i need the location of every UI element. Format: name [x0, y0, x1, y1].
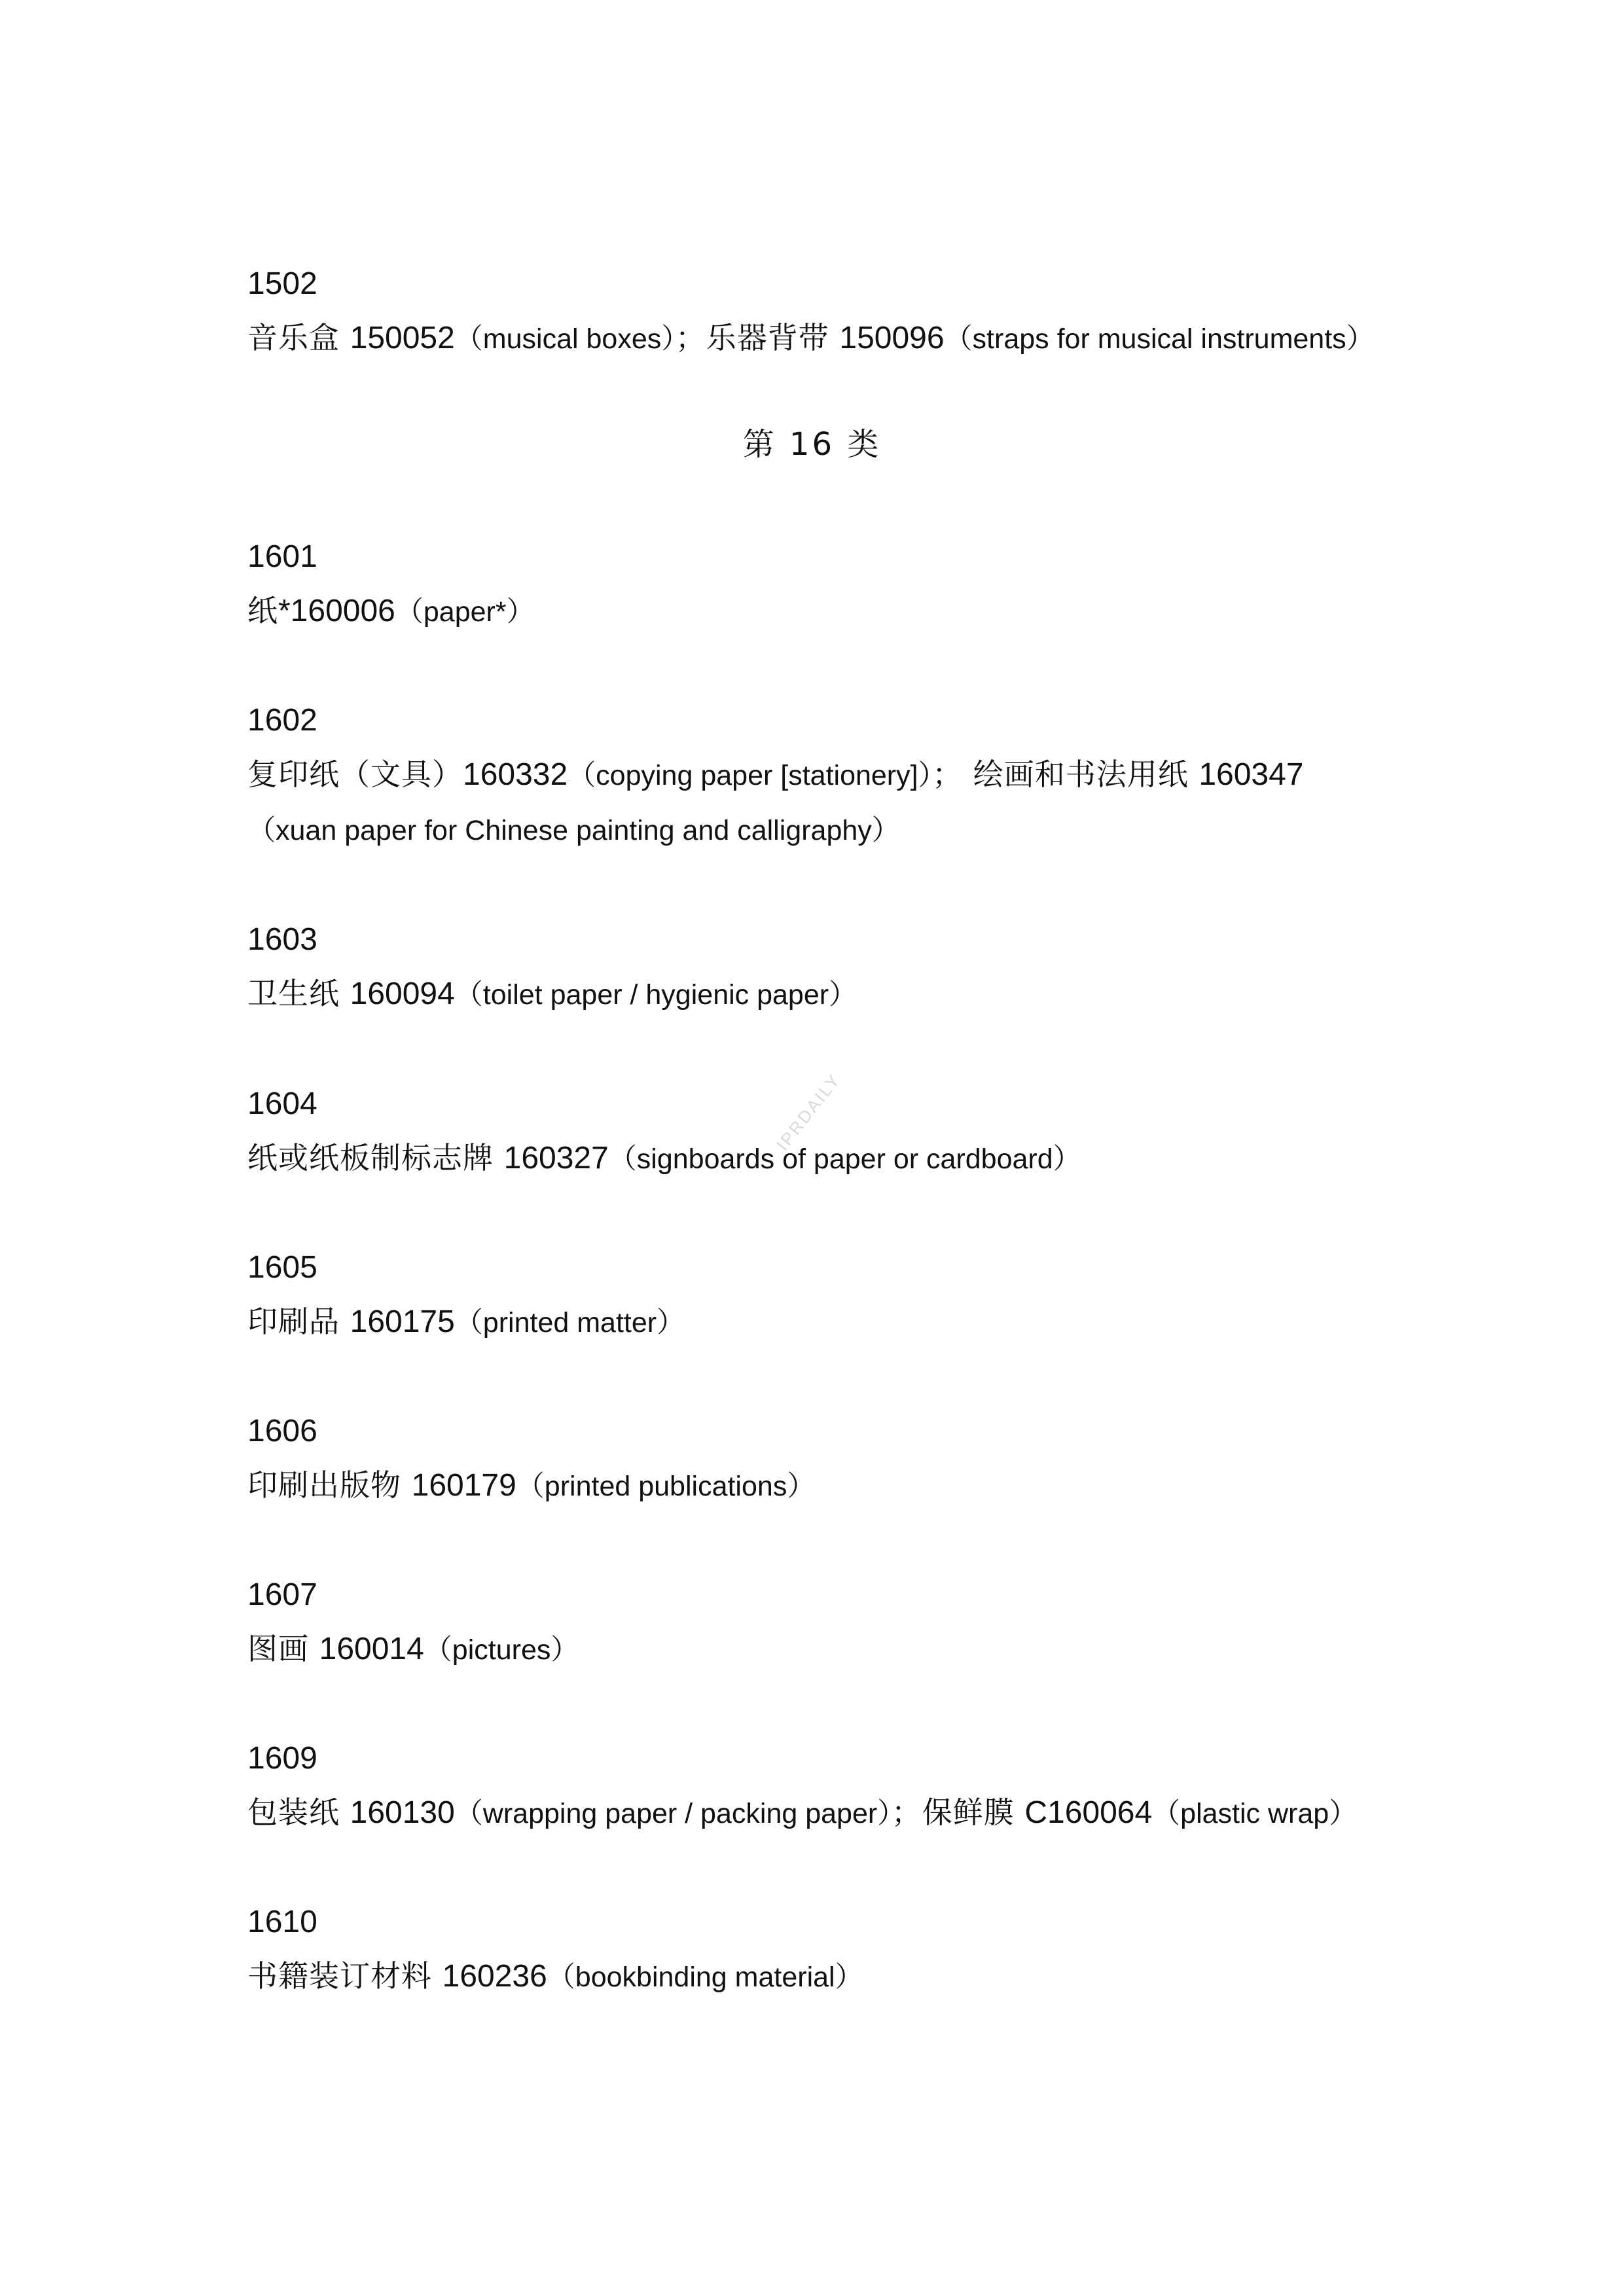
group-code-1606: 1606 — [247, 1414, 317, 1448]
item-name-en: （printed matter） — [454, 1307, 685, 1338]
group-entry-1610 — [247, 1958, 863, 1994]
group-entry-1602 — [247, 759, 1304, 791]
item-number: 160236 — [442, 1959, 547, 1994]
item-number: 160094 — [350, 977, 455, 1011]
item-name-cn: 音乐盒 — [247, 320, 350, 355]
group-code-1601: 1601 — [247, 539, 317, 574]
group-code-1604: 1604 — [247, 1086, 317, 1121]
group-entry-1602-continued — [247, 814, 900, 845]
item-number: 150096 — [839, 321, 945, 355]
item-number: 160175 — [350, 1304, 455, 1339]
item-name-cn: 包装纸 — [247, 1795, 350, 1830]
group-entry-1601 — [247, 593, 535, 628]
group-code-1607: 1607 — [247, 1577, 317, 1612]
item-name-en: （toilet paper / hygienic paper） — [454, 979, 857, 1011]
item-number: 160327 — [503, 1141, 609, 1175]
group-code-1605: 1605 — [247, 1250, 317, 1285]
class-heading: 第 16 类 — [742, 426, 882, 463]
item-number: C160064 — [1024, 1795, 1153, 1830]
item-number: 160347 — [1199, 757, 1304, 792]
group-code-1602: 1602 — [247, 703, 317, 738]
group-entry-1609 — [247, 1797, 1357, 1829]
item-name-en: （bookbinding material） — [547, 1962, 863, 1993]
item-name-cn: 书籍装订材料 — [247, 1958, 442, 1994]
group-code-1502: 1502 — [247, 266, 317, 301]
item-name-cn: 纸 — [247, 593, 278, 628]
group-entry-1603 — [247, 978, 857, 1010]
watermark: IPRDAILY — [772, 1069, 845, 1155]
item-name-en: （paper*） — [395, 596, 535, 628]
item-name-en: （xuan paper for Chinese painting and calligraphy） — [247, 815, 900, 846]
item-name-cn: 图画 — [247, 1631, 319, 1666]
item-number: *160006 — [278, 594, 395, 628]
item-name-en: （musical boxes） — [454, 323, 676, 355]
group-entry-1604 — [247, 1140, 1081, 1175]
item-name-cn: ；乐器背带 — [675, 320, 840, 355]
item-name-cn: 印刷品 — [247, 1304, 350, 1339]
item-name-cn: 印刷出版物 — [247, 1467, 412, 1503]
item-name-en: （signboards of paper or cardboard） — [608, 1143, 1081, 1175]
item-name-cn: ；保鲜膜 — [891, 1795, 1025, 1830]
item-name-en: （wrapping paper / packing paper） — [454, 1798, 892, 1829]
group-entry-1606 — [247, 1467, 816, 1503]
group-code-1610: 1610 — [247, 1905, 317, 1939]
item-name-en: （copying paper [stationery]） — [568, 760, 933, 791]
item-name-cn: 纸或纸板制标志牌 — [247, 1140, 504, 1175]
group-entry-1607 — [247, 1631, 579, 1666]
group-code-1603: 1603 — [247, 922, 317, 957]
item-number: 160130 — [350, 1795, 455, 1830]
item-name-cn: 卫生纸 — [247, 976, 350, 1011]
item-number: 150052 — [350, 321, 455, 355]
group-entry-1605 — [247, 1306, 685, 1338]
group-code-1609: 1609 — [247, 1741, 317, 1776]
item-name-cn: 复印纸（文具） — [247, 757, 463, 792]
item-name-en: （pictures） — [424, 1634, 579, 1666]
item-number: 160179 — [411, 1468, 516, 1503]
item-name-cn: ； 绘画和书法用纸 — [932, 757, 1199, 792]
item-name-en: （straps for musical instruments） — [944, 323, 1375, 355]
item-number: 160014 — [319, 1632, 424, 1666]
item-name-en: （printed publications） — [516, 1471, 816, 1502]
item-number: 160332 — [463, 757, 568, 792]
group-entry-1502 — [247, 320, 1375, 355]
item-name-en: （plastic wrap） — [1152, 1798, 1358, 1829]
